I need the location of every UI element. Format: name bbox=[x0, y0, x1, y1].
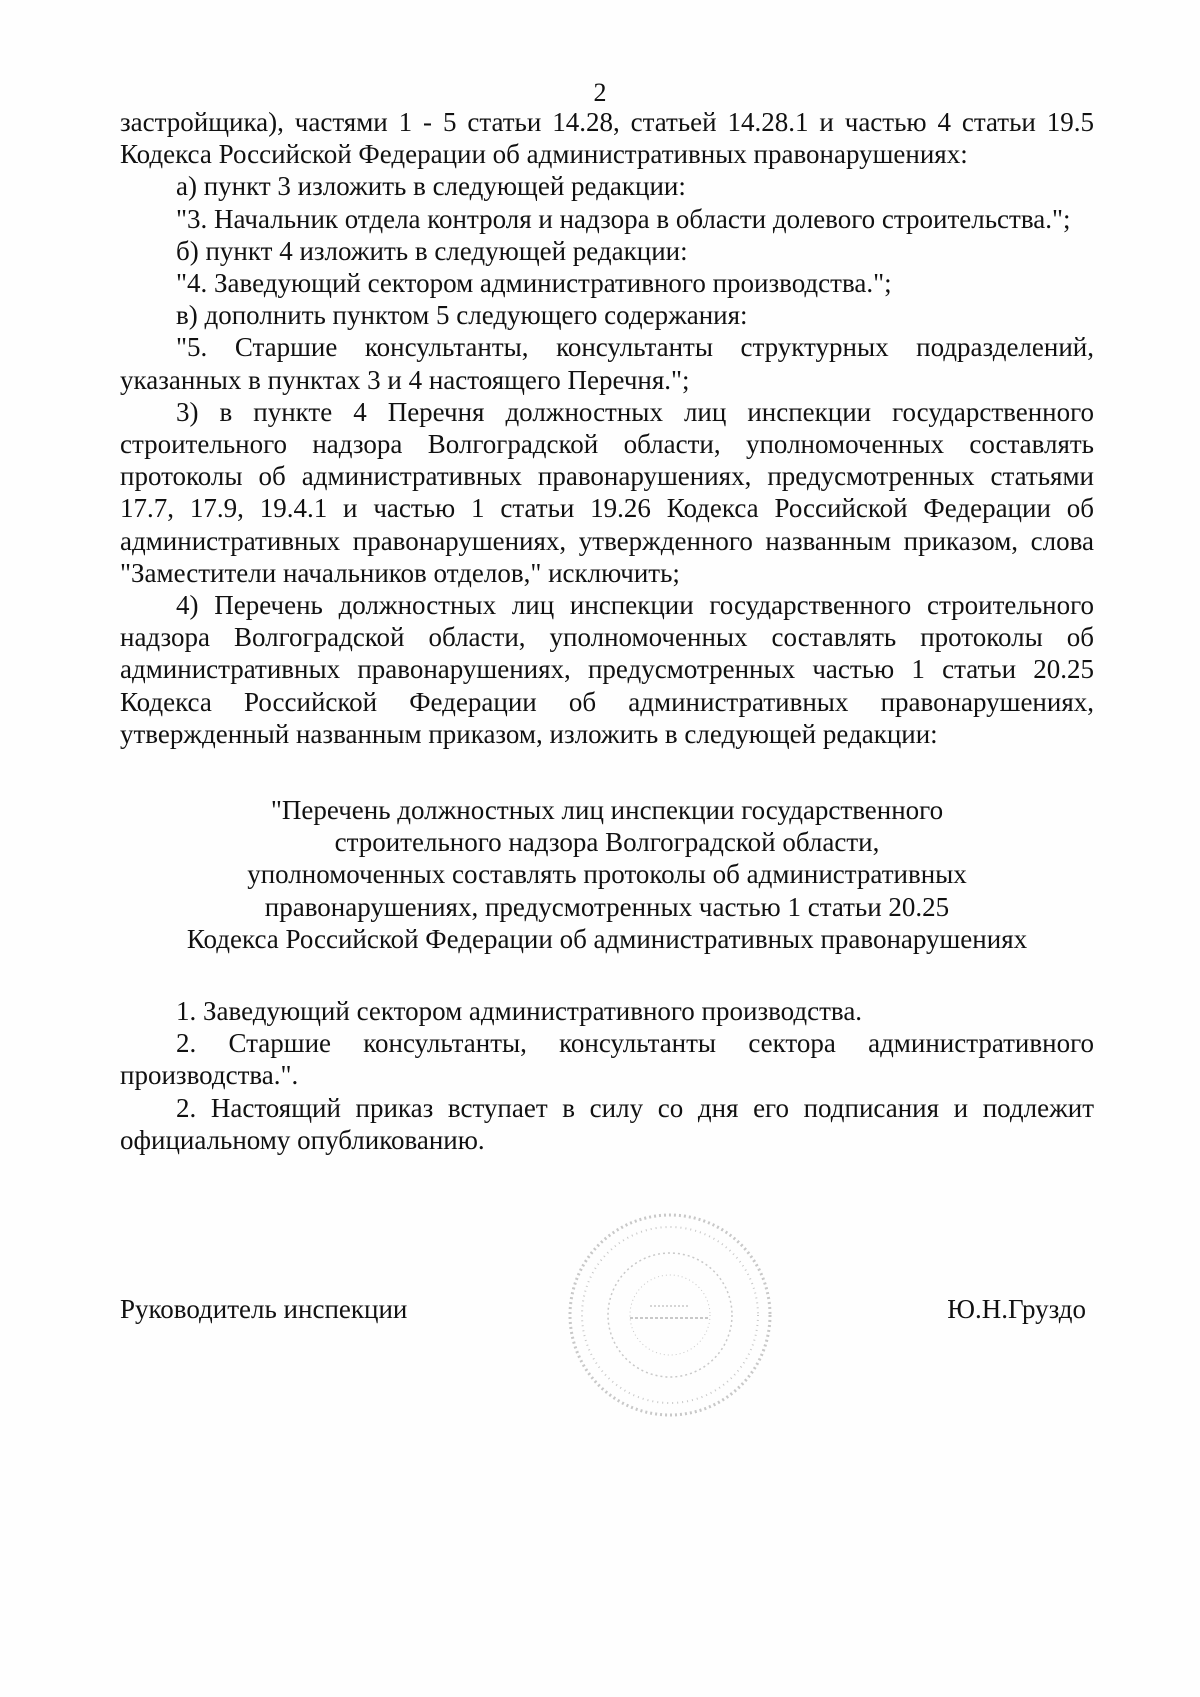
list-item: 2. Старшие консультанты, консультанты сектора административного производства.". bbox=[120, 1028, 1094, 1091]
seal-stamp-icon bbox=[560, 1210, 780, 1420]
paragraph-continuation: застройщика), частями 1 - 5 статьи 14.28, статьей 14.28.1 и частью 4 статьи 19.5 Кодекса Российской Федерации об административных правонарушениях: bbox=[120, 107, 1094, 170]
paragraph-item-4-text: "4. Заведующий сектором административного производства."; bbox=[176, 268, 892, 299]
title-line: строительного надзора Волгоградской области, bbox=[334, 827, 880, 858]
paragraph-item-a: а) пункт 3 изложить в следующей редакции: bbox=[176, 171, 686, 202]
closing-paragraph: 2. Настоящий приказ вступает в силу со дня его подписания и подлежит официальному опубликованию. bbox=[120, 1092, 1094, 1155]
paragraph-item-5-text: "5. Старшие консультанты, консультанты структурных подразделений, указанных в пунктах 3 и 4 настоящего Перечня."; bbox=[120, 332, 1094, 395]
document-body bbox=[120, 106, 1094, 1156]
paragraph-item-v: в) дополнить пунктом 5 следующего содержания: bbox=[176, 300, 748, 331]
title-line: правонарушениях, предусмотренных частью 1 статьи 20.25 bbox=[264, 891, 950, 922]
centered-list-title bbox=[120, 794, 1094, 955]
paragraph-item-b: б) пункт 4 изложить в следующей редакции: bbox=[176, 235, 688, 266]
paragraph-point-4: 4) Перечень должностных лиц инспекции государственного строительного надзора Волгоградской области, уполномоченных составлять протоколы об административных правонарушениях, предусмотренных частью 1 статьи 20.25 Кодекса Российской Федерации об административных правонарушениях, утвержденный названным приказом, изложить в следующей редакции: bbox=[120, 590, 1094, 749]
signer-position: Руководитель инспекции bbox=[120, 1294, 408, 1324]
paragraph-point-3: 3) в пункте 4 Перечня должностных лиц инспекции государственного строительного надзора Волгоградской области, уполномоченных составлять протоколы об административных правонарушениях, предусмотренных статьями 17.7, 17.9, 19.4.1 и частью 1 статьи 19.26 Кодекса Российской Федерации об административных правонарушениях, утвержденного названным приказом, слова "Заместители начальников отделов," исключить; bbox=[120, 396, 1094, 588]
title-line: Кодекса Российской Федерации об административных правонарушениях bbox=[186, 923, 1028, 954]
page-number: 2 bbox=[593, 78, 607, 107]
spacer bbox=[120, 750, 1094, 794]
paragraph-item-3-text: "3. Начальник отдела контроля и надзора в области долевого строительства."; bbox=[176, 203, 1071, 234]
list-item: 1. Заведующий сектором административного производства. bbox=[176, 996, 863, 1027]
spacer bbox=[120, 955, 1094, 995]
title-line: уполномоченных составлять протоколы об административных bbox=[247, 859, 967, 890]
signer-name: Ю.Н.Груздо bbox=[947, 1294, 1086, 1324]
title-line: "Перечень должностных лиц инспекции государственного bbox=[270, 795, 944, 826]
